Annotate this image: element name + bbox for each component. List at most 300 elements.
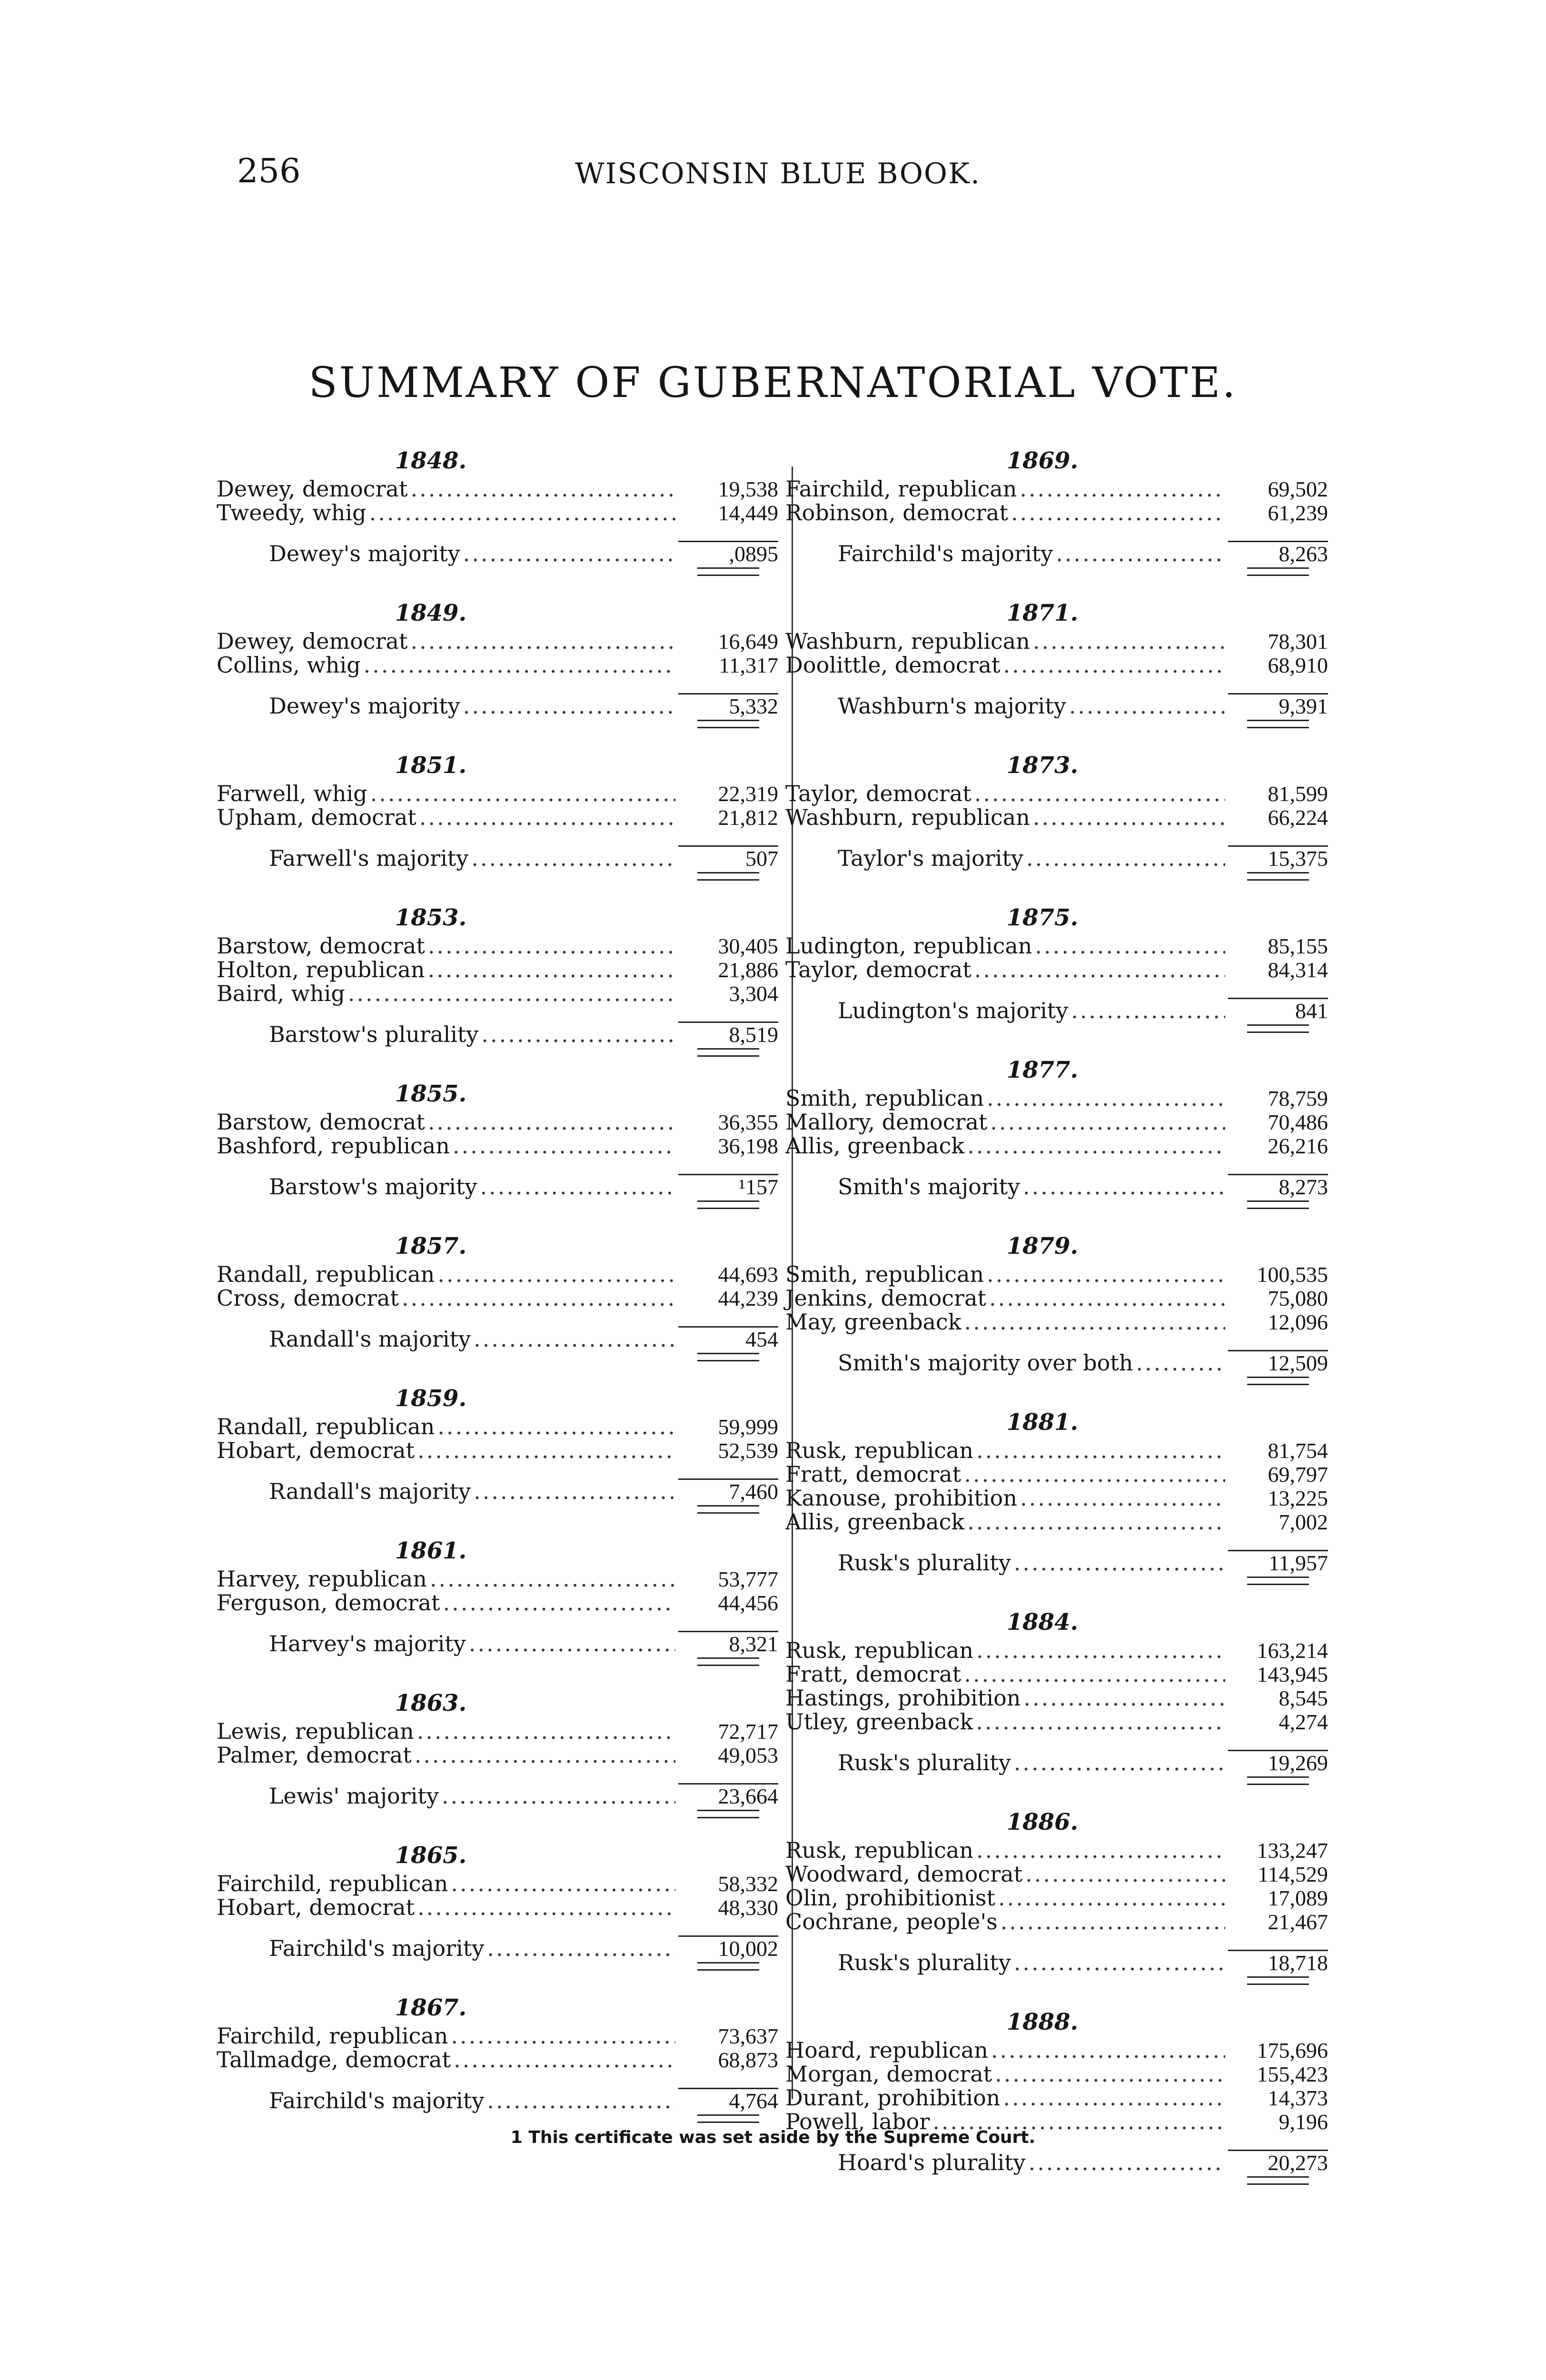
candidate-row <box>785 958 1328 982</box>
majority-label: Washburn's majority <box>838 693 1066 719</box>
election-year: 1881. <box>1006 1409 1079 1436</box>
dot-leader <box>369 501 675 525</box>
dot-leader <box>1014 1951 1225 1974</box>
double-rule <box>697 1353 759 1361</box>
dot-leader <box>451 2024 675 2048</box>
dot-leader <box>437 1415 675 1438</box>
dot-leader <box>410 477 675 501</box>
candidate-name: Olin, prohibitionist <box>785 1885 995 1911</box>
dot-leader <box>1003 2086 1225 2110</box>
majority-label: Barstow's plurality <box>269 1021 479 1047</box>
dot-leader <box>1014 1551 1225 1575</box>
candidate-row <box>785 1910 1328 1934</box>
majority-row <box>217 1935 778 1959</box>
double-rule <box>1247 567 1309 576</box>
majority-row <box>217 845 778 869</box>
candidate-row <box>785 2038 1328 2062</box>
dot-leader <box>991 2038 1225 2062</box>
dot-leader <box>1033 805 1225 829</box>
candidate-row <box>217 2048 778 2072</box>
candidate-name: Taylor, democrat <box>785 957 971 982</box>
double-rule <box>1247 1976 1309 1985</box>
double-rule <box>1247 2176 1309 2185</box>
candidate-name: Fairchild, republican <box>217 2023 448 2049</box>
vote-count: 81,599 <box>1268 782 1328 806</box>
candidate-name: Jenkins, democrat <box>785 1285 986 1311</box>
vote-count: 14,449 <box>718 501 778 525</box>
double-rule <box>697 1810 759 1818</box>
majority-row <box>217 1631 778 1655</box>
vote-count: 13,225 <box>1268 1486 1328 1510</box>
dot-leader <box>481 1022 675 1046</box>
majority-value: 7,460 <box>678 1478 778 1504</box>
vote-count: 3,304 <box>729 982 778 1006</box>
majority-row <box>785 541 1328 565</box>
candidate-name: Tweedy, whig <box>217 500 367 526</box>
dot-leader <box>989 1286 1225 1310</box>
election-year: 1861. <box>395 1537 467 1564</box>
election-year-block <box>785 2009 1328 2185</box>
double-rule <box>697 1962 759 1971</box>
candidate-name: Cross, democrat <box>217 1285 399 1311</box>
majority-label: Lewis' majority <box>269 1783 439 1809</box>
candidate-row <box>785 1886 1328 1910</box>
left-column <box>217 447 778 2147</box>
double-rule <box>697 1048 759 1057</box>
majority-label: Ludington's majority <box>838 998 1069 1023</box>
majority-label: Hoard's plurality <box>838 2150 1026 2175</box>
dot-leader <box>1136 1351 1225 1375</box>
vote-count: 21,467 <box>1268 1910 1328 1934</box>
vote-count: 44,239 <box>718 1286 778 1310</box>
candidate-row <box>785 653 1328 677</box>
election-year-block <box>217 447 778 576</box>
candidate-name: Allis, greenback <box>785 1509 965 1535</box>
footnote: 1 This certificate was set aside by the Supreme Court. <box>510 2128 1036 2147</box>
dot-leader <box>1020 477 1225 501</box>
candidate-name: Randall, republican <box>217 1261 435 1287</box>
vote-count: 100,535 <box>1257 1262 1328 1287</box>
candidate-row <box>785 1662 1328 1686</box>
election-year-block <box>217 1994 778 2123</box>
dot-leader <box>417 1895 675 1919</box>
candidate-row <box>785 1686 1328 1710</box>
majority-value: 8,263 <box>1228 541 1328 566</box>
candidate-row <box>217 805 778 829</box>
dot-leader <box>976 1438 1225 1462</box>
candidate-row <box>217 477 778 501</box>
candidate-name: Randall, republican <box>217 1414 435 1439</box>
dot-leader <box>1033 629 1225 653</box>
double-rule <box>1247 1577 1309 1585</box>
candidate-row <box>785 2062 1328 2086</box>
majority-row <box>785 1174 1328 1198</box>
dot-leader <box>1023 1175 1225 1199</box>
vote-count: 61,239 <box>1268 501 1328 525</box>
majority-label: Smith's majority over both <box>838 1350 1133 1376</box>
election-year: 1884. <box>1006 1609 1079 1636</box>
double-rule <box>697 720 759 728</box>
candidate-name: Palmer, democrat <box>217 1742 412 1768</box>
candidate-row <box>217 1591 778 1615</box>
majority-row <box>217 2088 778 2112</box>
majority-row <box>217 1021 778 1045</box>
election-year-block <box>217 600 778 728</box>
dot-leader <box>976 1838 1225 1862</box>
election-year-block <box>785 1233 1328 1385</box>
double-rule <box>1247 1024 1309 1033</box>
candidate-row <box>785 1086 1328 1110</box>
majority-value: 8,273 <box>1228 1174 1328 1199</box>
dot-leader <box>1023 1686 1225 1710</box>
majority-row <box>217 1783 778 1807</box>
vote-count: 14,373 <box>1268 2086 1328 2110</box>
vote-count: 52,539 <box>718 1438 778 1463</box>
double-rule <box>1247 1776 1309 1785</box>
election-year: 1879. <box>1006 1233 1079 1259</box>
candidate-name: Allis, greenback <box>785 1133 965 1159</box>
vote-count: 163,214 <box>1257 1638 1328 1663</box>
double-rule <box>697 1200 759 1209</box>
majority-value: 12,509 <box>1228 1350 1328 1375</box>
vote-count: 9,196 <box>1278 2110 1328 2134</box>
candidate-name: Barstow, democrat <box>217 933 425 959</box>
candidate-name: Rusk, republican <box>785 1637 973 1663</box>
candidate-row <box>217 1286 778 1310</box>
election-year: 1875. <box>1006 904 1079 931</box>
dot-leader <box>487 1936 675 1960</box>
dot-leader <box>474 1327 675 1351</box>
dot-leader <box>1056 542 1225 565</box>
candidate-name: Rusk, republican <box>785 1438 973 1463</box>
election-year: 1877. <box>1006 1057 1079 1083</box>
dot-leader <box>967 1510 1225 1534</box>
dot-leader <box>370 782 675 805</box>
candidate-row <box>785 1438 1328 1462</box>
vote-count: 17,089 <box>1268 1886 1328 1910</box>
candidate-name: Hobart, democrat <box>217 1438 415 1463</box>
candidate-row <box>785 477 1328 501</box>
candidate-row <box>785 934 1328 958</box>
candidate-row <box>785 1638 1328 1662</box>
candidate-row <box>217 1134 778 1158</box>
majority-value: 454 <box>678 1326 778 1351</box>
vote-count: 133,247 <box>1257 1838 1328 1863</box>
dot-leader <box>428 1110 675 1134</box>
vote-count: 75,080 <box>1268 1286 1328 1310</box>
double-rule <box>1247 1377 1309 1385</box>
vote-count: 78,301 <box>1268 629 1328 654</box>
election-year-block <box>217 1385 778 1514</box>
majority-value: 9,391 <box>1228 693 1328 718</box>
dot-leader <box>964 1462 1225 1486</box>
majority-row <box>217 693 778 717</box>
dot-leader <box>442 1784 675 1808</box>
dot-leader <box>990 1110 1225 1134</box>
dot-leader <box>430 1567 675 1591</box>
election-year: 1855. <box>395 1081 467 1107</box>
majority-value: 11,957 <box>1228 1550 1328 1575</box>
candidate-name: Woodward, democrat <box>785 1861 1023 1887</box>
candidate-row <box>785 1510 1328 1534</box>
vote-count: 175,696 <box>1257 2038 1328 2063</box>
majority-row <box>785 2150 1328 2173</box>
majority-row <box>785 845 1328 869</box>
majority-value: 20,273 <box>1228 2150 1328 2175</box>
candidate-row <box>785 1310 1328 1334</box>
candidate-name: Ludington, republican <box>785 933 1032 959</box>
dot-leader <box>471 846 675 870</box>
candidate-row <box>785 805 1328 829</box>
dot-leader <box>967 1134 1225 1158</box>
double-rule <box>697 872 759 881</box>
dot-leader <box>1035 934 1225 958</box>
candidate-name: Washburn, republican <box>785 628 1030 654</box>
dot-leader <box>474 1479 675 1503</box>
candidate-name: Dewey, democrat <box>217 476 408 502</box>
dot-leader <box>974 782 1225 805</box>
dot-leader <box>974 958 1225 982</box>
candidate-name: Morgan, democrat <box>785 2061 992 2087</box>
vote-count: 68,873 <box>718 2048 778 2072</box>
candidate-row <box>217 1567 778 1591</box>
candidate-name: Washburn, republican <box>785 804 1030 830</box>
vote-count: 36,355 <box>718 1110 778 1134</box>
dot-leader <box>1025 1862 1225 1886</box>
dot-leader <box>1011 501 1225 525</box>
candidate-name: Baird, whig <box>217 981 345 1006</box>
election-year-block <box>785 1409 1328 1585</box>
majority-label: Fairchild's majority <box>269 2088 485 2113</box>
double-rule <box>697 2114 759 2123</box>
dot-leader <box>1020 1486 1225 1510</box>
majority-value: 5,332 <box>678 693 778 718</box>
candidate-name: Doolittle, democrat <box>785 652 1001 678</box>
candidate-name: Lewis, republican <box>217 1718 414 1744</box>
candidate-name: Cochrane, people's <box>785 1909 998 1934</box>
vote-count: 70,486 <box>1268 1110 1328 1134</box>
majority-value: ¹157 <box>678 1174 778 1199</box>
double-rule <box>697 1657 759 1666</box>
majority-label: Smith's majority <box>838 1174 1021 1200</box>
majority-label: Harvey's majority <box>269 1631 466 1656</box>
majority-label: Rusk's plurality <box>838 1750 1011 1775</box>
vote-count: 58,332 <box>718 1872 778 1896</box>
majority-value: 23,664 <box>678 1783 778 1808</box>
vote-count: 53,777 <box>718 1567 778 1591</box>
dot-leader <box>480 1175 675 1199</box>
dot-leader <box>437 1262 675 1286</box>
election-year: 1853. <box>395 904 467 931</box>
candidate-row <box>217 1415 778 1438</box>
candidate-name: Fratt, democrat <box>785 1461 961 1487</box>
dot-leader <box>987 1262 1225 1286</box>
majority-label: Randall's majority <box>269 1478 471 1504</box>
candidate-name: Robinson, democrat <box>785 500 1008 526</box>
vote-count: 22,319 <box>718 782 778 806</box>
candidate-name: Farwell, whig <box>217 781 367 806</box>
election-year-block <box>785 752 1328 881</box>
election-year: 1886. <box>1006 1809 1079 1835</box>
majority-row <box>217 541 778 565</box>
vote-count: 69,502 <box>1268 477 1328 501</box>
majority-label: Dewey's majority <box>269 541 460 566</box>
vote-count: 30,405 <box>718 934 778 958</box>
dot-leader <box>364 653 675 677</box>
majority-label: Fairchild's majority <box>269 1935 485 1961</box>
vote-count: 68,910 <box>1268 653 1328 677</box>
candidate-name: Hastings, prohibition <box>785 1685 1021 1711</box>
right-column <box>785 447 1328 2209</box>
vote-count: 26,216 <box>1268 1134 1328 1158</box>
candidate-row <box>785 1110 1328 1134</box>
majority-row <box>785 998 1328 1021</box>
election-year: 1851. <box>395 752 467 779</box>
dot-leader <box>463 694 675 718</box>
candidate-row <box>785 1262 1328 1286</box>
candidate-row <box>785 2086 1328 2110</box>
vote-count: 16,649 <box>718 629 778 654</box>
candidate-name: May, greenback <box>785 1309 961 1335</box>
dot-leader <box>487 2089 675 2112</box>
majority-row <box>785 1550 1328 1574</box>
double-rule <box>697 1505 759 1514</box>
vote-count: 21,812 <box>718 805 778 830</box>
election-year: 1873. <box>1006 752 1079 779</box>
vote-count: 59,999 <box>718 1415 778 1439</box>
majority-value: 15,375 <box>1228 845 1328 871</box>
candidate-row <box>785 1710 1328 1734</box>
candidate-name: Mallory, democrat <box>785 1109 988 1135</box>
dot-leader <box>998 1886 1225 1910</box>
majority-value: 841 <box>1228 998 1328 1023</box>
candidate-row <box>217 782 778 805</box>
candidate-name: Bashford, republican <box>217 1133 450 1159</box>
vote-count: 7,002 <box>1278 1510 1328 1534</box>
dot-leader <box>1003 653 1226 677</box>
candidate-row <box>217 1719 778 1743</box>
candidate-row <box>785 1134 1328 1158</box>
dot-leader <box>987 1086 1225 1110</box>
vote-count: 4,274 <box>1278 1710 1328 1734</box>
candidate-name: Durant, prohibition <box>785 2085 1001 2111</box>
dot-leader <box>995 2062 1225 2086</box>
majority-label: Barstow's majority <box>269 1174 477 1200</box>
dot-leader <box>1029 2151 1225 2174</box>
dot-leader <box>415 1743 675 1767</box>
dot-leader <box>469 1632 675 1656</box>
candidate-name: Collins, whig <box>217 652 361 678</box>
double-rule <box>1247 720 1309 728</box>
vote-count: 19,538 <box>718 477 778 501</box>
dot-leader <box>1014 1751 1225 1775</box>
candidate-row <box>217 1743 778 1767</box>
double-rule <box>1247 1200 1309 1209</box>
majority-label: Taylor's majority <box>838 845 1023 871</box>
dot-leader <box>428 934 675 958</box>
vote-count: 49,053 <box>718 1743 778 1767</box>
election-year: 1857. <box>395 1233 467 1259</box>
election-year: 1848. <box>395 447 467 474</box>
candidate-row <box>217 958 778 982</box>
election-year: 1869. <box>1006 447 1079 474</box>
dot-leader <box>1069 694 1225 718</box>
candidate-name: Fairchild, republican <box>217 1871 448 1896</box>
candidate-name: Smith, republican <box>785 1085 984 1111</box>
election-year-block <box>785 1809 1328 1985</box>
vote-count: 78,759 <box>1268 1086 1328 1111</box>
vote-count: 8,545 <box>1278 1686 1328 1710</box>
candidate-name: Smith, republican <box>785 1261 984 1287</box>
dot-leader <box>964 1662 1225 1686</box>
dot-leader <box>976 1638 1225 1662</box>
dot-leader <box>453 1134 675 1158</box>
vote-count: 84,314 <box>1268 958 1328 982</box>
election-year-block <box>217 752 778 881</box>
candidate-name: Ferguson, democrat <box>217 1590 440 1616</box>
candidate-row <box>217 1110 778 1134</box>
dot-leader <box>1001 1910 1225 1934</box>
vote-count: 155,423 <box>1257 2062 1328 2086</box>
election-year-block <box>217 904 778 1057</box>
election-year-block <box>785 447 1328 576</box>
majority-label: Fairchild's majority <box>838 541 1053 566</box>
dot-leader <box>348 982 675 1005</box>
candidate-name: Hobart, democrat <box>217 1894 415 1920</box>
candidate-row <box>785 1486 1328 1510</box>
election-year: 1849. <box>395 600 467 626</box>
candidate-name: Dewey, democrat <box>217 628 408 654</box>
candidate-row <box>217 653 778 677</box>
page-number: 256 <box>237 151 301 190</box>
dot-leader <box>419 805 675 829</box>
candidate-name: Utley, greenback <box>785 1709 973 1735</box>
double-rule <box>697 567 759 576</box>
vote-count: 48,330 <box>718 1895 778 1920</box>
candidate-name: Hoard, republican <box>785 2037 988 2063</box>
candidate-row <box>785 782 1328 805</box>
candidate-name: Taylor, democrat <box>785 781 971 806</box>
page-title: SUMMARY OF GUBERNATORIAL VOTE. <box>308 358 1238 407</box>
majority-value: 18,718 <box>1228 1950 1328 1975</box>
candidate-name: Rusk, republican <box>785 1837 973 1863</box>
vote-count: 72,717 <box>718 1719 778 1744</box>
dot-leader <box>1026 846 1225 870</box>
candidate-name: Harvey, republican <box>217 1566 427 1592</box>
majority-label: Rusk's plurality <box>838 1950 1011 1975</box>
vote-count: 69,797 <box>1268 1462 1328 1487</box>
majority-value: 8,321 <box>678 1631 778 1656</box>
candidate-row <box>785 1462 1328 1486</box>
candidate-name: Fairchild, republican <box>785 476 1017 502</box>
candidate-row <box>217 1872 778 1895</box>
candidate-row <box>217 934 778 958</box>
vote-count: 73,637 <box>718 2024 778 2048</box>
dot-leader <box>454 2048 675 2072</box>
election-year: 1867. <box>395 1994 467 2021</box>
vote-count: 21,886 <box>718 958 778 982</box>
dot-leader <box>402 1286 675 1310</box>
majority-row <box>785 1950 1328 1973</box>
candidate-row <box>785 629 1328 653</box>
election-year-block <box>217 1537 778 1666</box>
majority-row <box>785 1750 1328 1774</box>
candidate-row <box>217 1262 778 1286</box>
candidate-row <box>785 1838 1328 1862</box>
vote-count: 143,945 <box>1257 1662 1328 1686</box>
majority-row <box>217 1326 778 1350</box>
majority-value: 8,519 <box>678 1021 778 1047</box>
